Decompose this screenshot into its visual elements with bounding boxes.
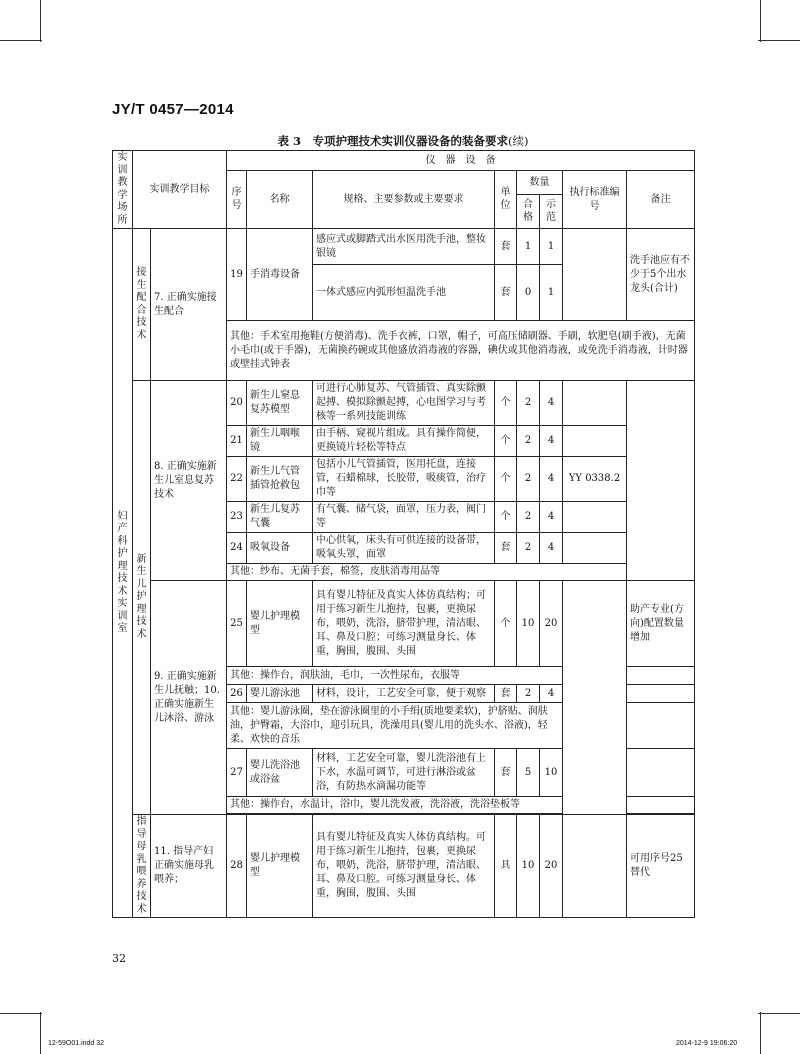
remark-blank-c bbox=[627, 703, 695, 749]
row-demo-22: 4 bbox=[540, 457, 563, 502]
goal-8: 8. 正确实施新生儿室息复苏技术 bbox=[151, 381, 227, 581]
site-header: 实训教学场所 bbox=[113, 151, 133, 229]
row-demo-19a: 1 bbox=[540, 229, 563, 265]
row-unit-25: 个 bbox=[495, 581, 517, 667]
remark-blank-b bbox=[627, 685, 695, 703]
row-no-19: 19 bbox=[227, 229, 247, 321]
row-qualified-21: 2 bbox=[517, 426, 540, 457]
row-demo-27: 10 bbox=[540, 749, 563, 797]
remark-blank-a bbox=[627, 667, 695, 685]
row-unit-20: 个 bbox=[495, 381, 517, 426]
row-spec-21: 由手柄、窥视片组成。具有操作简便，更换镜片轻松等特点 bbox=[313, 426, 495, 457]
row-name-19: 手消毒设备 bbox=[247, 229, 313, 321]
row-no-23: 23 bbox=[227, 502, 247, 533]
row-name-27: 婴儿洗浴池或浴盆 bbox=[247, 749, 313, 797]
row-qualified-20: 2 bbox=[517, 381, 540, 426]
unit-header: 单位 bbox=[495, 171, 517, 229]
row-demo-21: 4 bbox=[540, 426, 563, 457]
row-spec-28: 具有婴儿特征及真实人体仿真结构。可用于练习新生儿抱持，包裹，更换尿布，喂奶，洗浴，脐带护理，清洁眼、耳、鼻及口腔。可练习测量身长、体重，胸围，腹围、头围 bbox=[313, 815, 495, 918]
standard-header: 执行标准编号 bbox=[563, 171, 627, 229]
row-demo-28: 20 bbox=[540, 815, 563, 918]
row-spec-24: 中心供氧，床头有可供连接的设备带，吸氧头罩，面罩 bbox=[313, 533, 495, 564]
row-unit-28: 具 bbox=[495, 815, 517, 918]
row-unit-21: 个 bbox=[495, 426, 517, 457]
row-spec-25: 具有婴儿特征及真实人体仿真结构；可用于练习新生儿抱持，包裹，更换尿布，喂奶，洗浴，脐带护理，清洁眼、耳、鼻及口腔；可练习测量身长、体重，胸围，腹围、头围 bbox=[313, 581, 495, 667]
row-demo-25: 20 bbox=[540, 581, 563, 667]
page-number: 32 bbox=[112, 952, 126, 965]
row-spec-27: 材料，工艺安全可靠，婴儿洗浴池有上下水，水温可调节，可进行淋浴或盆浴，有防热水滴漏功能等 bbox=[313, 749, 495, 797]
row-qualified-28: 10 bbox=[517, 815, 540, 918]
row-unit-24: 套 bbox=[495, 533, 517, 564]
row-name-22: 新生儿气管插管抢救包 bbox=[247, 457, 313, 502]
remark-group2 bbox=[627, 381, 695, 581]
row-name-21: 新生儿咽喉镜 bbox=[247, 426, 313, 457]
other-26: 其他：婴儿游泳圈，垫在游泳圈里的小手绢(质地要柔软)，护脐贴、润肤油，护臀霜，大浴巾，迎引玩具，洗澡用具(婴儿用的洗头水、浴液)，轻柔、欢快的音乐 bbox=[227, 703, 563, 749]
row-standard-20 bbox=[563, 381, 627, 426]
row-unit-27: 套 bbox=[495, 749, 517, 797]
row-standard-22: YY 0338.2 bbox=[563, 457, 627, 502]
row-name-25: 婴儿护理模型 bbox=[247, 581, 313, 667]
other-27: 其他：操作台，水温计，浴巾，婴儿洗发液，洗浴液，洗浴垫板等 bbox=[227, 797, 563, 814]
row-standard-24 bbox=[563, 533, 627, 564]
row-qualified-27: 5 bbox=[517, 749, 540, 797]
row-name-23: 新生儿复苏气囊 bbox=[247, 502, 313, 533]
row-qualified-25: 10 bbox=[517, 581, 540, 667]
row-standard-28 bbox=[563, 815, 627, 918]
row-remark-25: 助产专业(方向)配置数量增加 bbox=[627, 581, 695, 667]
doc-code: JY/T 0457—2014 bbox=[112, 101, 234, 118]
subcategory-newborn: 新生儿护理技术 bbox=[133, 381, 151, 815]
other-24: 其他：纱布、无菌手套，棉签，皮肤消毒用品等 bbox=[227, 564, 627, 581]
row-no-25: 25 bbox=[227, 581, 247, 667]
site-name: 妇产科护理技术实训室 bbox=[113, 229, 133, 918]
row-no-20: 20 bbox=[227, 381, 247, 426]
row-qualified-22: 2 bbox=[517, 457, 540, 502]
no-header: 序号 bbox=[227, 171, 247, 229]
row-demo-24: 4 bbox=[540, 533, 563, 564]
row-no-24: 24 bbox=[227, 533, 247, 564]
row-demo-19b: 1 bbox=[540, 265, 563, 321]
demo-header: 示范 bbox=[540, 195, 563, 229]
row-qualified-19a: 1 bbox=[517, 229, 540, 265]
row-qualified-23: 2 bbox=[517, 502, 540, 533]
row-spec-26: 材料，设计，工艺安全可靠，便于观察 bbox=[313, 685, 495, 703]
row-standard-23 bbox=[563, 502, 627, 533]
row-remark-19: 洗手池应有不少于5个出水龙头(合计) bbox=[627, 229, 695, 321]
row-qualified-24: 2 bbox=[517, 533, 540, 564]
qualified-header: 合格 bbox=[517, 195, 540, 229]
equipment-header: 仪 器 设 备 bbox=[227, 151, 695, 171]
standard-group3 bbox=[563, 581, 627, 815]
goal-7: 7. 正确实施接生配合 bbox=[151, 229, 227, 381]
other-25: 其他：操作台，润肤油，毛巾，一次性尿布，衣服等 bbox=[227, 667, 563, 685]
equipment-table bbox=[112, 150, 695, 918]
remark-blank-e bbox=[627, 797, 695, 814]
row-no-21: 21 bbox=[227, 426, 247, 457]
row-unit-19a: 套 bbox=[495, 229, 517, 265]
row-spec-19b: 一体式感应内弧形恒温洗手池 bbox=[313, 265, 495, 321]
row-qualified-26: 2 bbox=[517, 685, 540, 703]
subcategory-delivery: 接生配合技术 bbox=[133, 229, 151, 381]
row-name-28: 婴儿护理模型 bbox=[247, 815, 313, 918]
row-name-24: 吸氧设备 bbox=[247, 533, 313, 564]
row-demo-20: 4 bbox=[540, 381, 563, 426]
row-spec-19a: 感应式或脚踏式出水医用洗手池，整妆银镜 bbox=[313, 229, 495, 265]
row-no-28: 28 bbox=[227, 815, 247, 918]
row-no-22: 22 bbox=[227, 457, 247, 502]
row-qualified-19b: 0 bbox=[517, 265, 540, 321]
goal-9-10: 9. 正确实施新生儿抚触；10. 正确实施新生儿沐浴、游泳 bbox=[151, 581, 227, 815]
remark-blank-d bbox=[627, 749, 695, 797]
subcategory-breastfeeding: 指导母乳喂养技术 bbox=[133, 815, 151, 918]
row-standard-21 bbox=[563, 426, 627, 457]
print-timestamp: 2014-12-9 19:06:20 bbox=[676, 1040, 738, 1047]
other-19: 其他：手术室用拖鞋(方便消毒)、洗手衣裤，口罩，帽子，可高压储刷器、手刷，软肥皂(刷手液)，无菌小毛巾(或干手器)，无菌换药碗或其他盛放消毒液的容器，碘伏或其他消毒液，或免洗手消毒液，计时器或壁挂式钟表 bbox=[227, 321, 695, 381]
row-unit-22: 个 bbox=[495, 457, 517, 502]
row-demo-23: 4 bbox=[540, 502, 563, 533]
table-title-text: 表 3 专项护理技术实训仪器设备的装备要求 bbox=[277, 134, 509, 148]
file-info: 12-59O01.indd 32 bbox=[48, 1040, 105, 1047]
name-header: 名称 bbox=[247, 171, 313, 229]
table-title-cont: (续) bbox=[508, 134, 529, 148]
row-name-20: 新生儿窒息复苏模型 bbox=[247, 381, 313, 426]
quantity-header: 数量 bbox=[517, 171, 563, 195]
remark-header: 备注 bbox=[627, 171, 695, 229]
row-no-27: 27 bbox=[227, 749, 247, 797]
row-name-26: 婴儿游泳池 bbox=[247, 685, 313, 703]
row-remark-28: 可用序号25替代 bbox=[627, 815, 695, 918]
row-spec-20: 可进行心肺复苏、气管插管、真实除颤起搏、模拟除颤起搏，心电图学习与考核等一系列技能训练 bbox=[313, 381, 495, 426]
row-unit-19b: 套 bbox=[495, 265, 517, 321]
row-no-26: 26 bbox=[227, 685, 247, 703]
spec-header: 规格、主要参数或主要要求 bbox=[313, 171, 495, 229]
row-spec-22: 包括小儿气管插管，医用托盘，连接管，石蜡棉球，长胶带，吸痰管，治疗巾等 bbox=[313, 457, 495, 502]
row-demo-26: 4 bbox=[540, 685, 563, 703]
row-spec-23: 有气囊、储气袋，面罩，压力表，阀门等 bbox=[313, 502, 495, 533]
table-title bbox=[112, 133, 694, 149]
row-unit-23: 个 bbox=[495, 502, 517, 533]
goal-11: 11. 指导产妇正确实施母乳喂养； bbox=[151, 815, 227, 918]
goal-header: 实训教学目标 bbox=[133, 151, 227, 229]
row-unit-26: 套 bbox=[495, 685, 517, 703]
row-standard-19 bbox=[563, 229, 627, 321]
